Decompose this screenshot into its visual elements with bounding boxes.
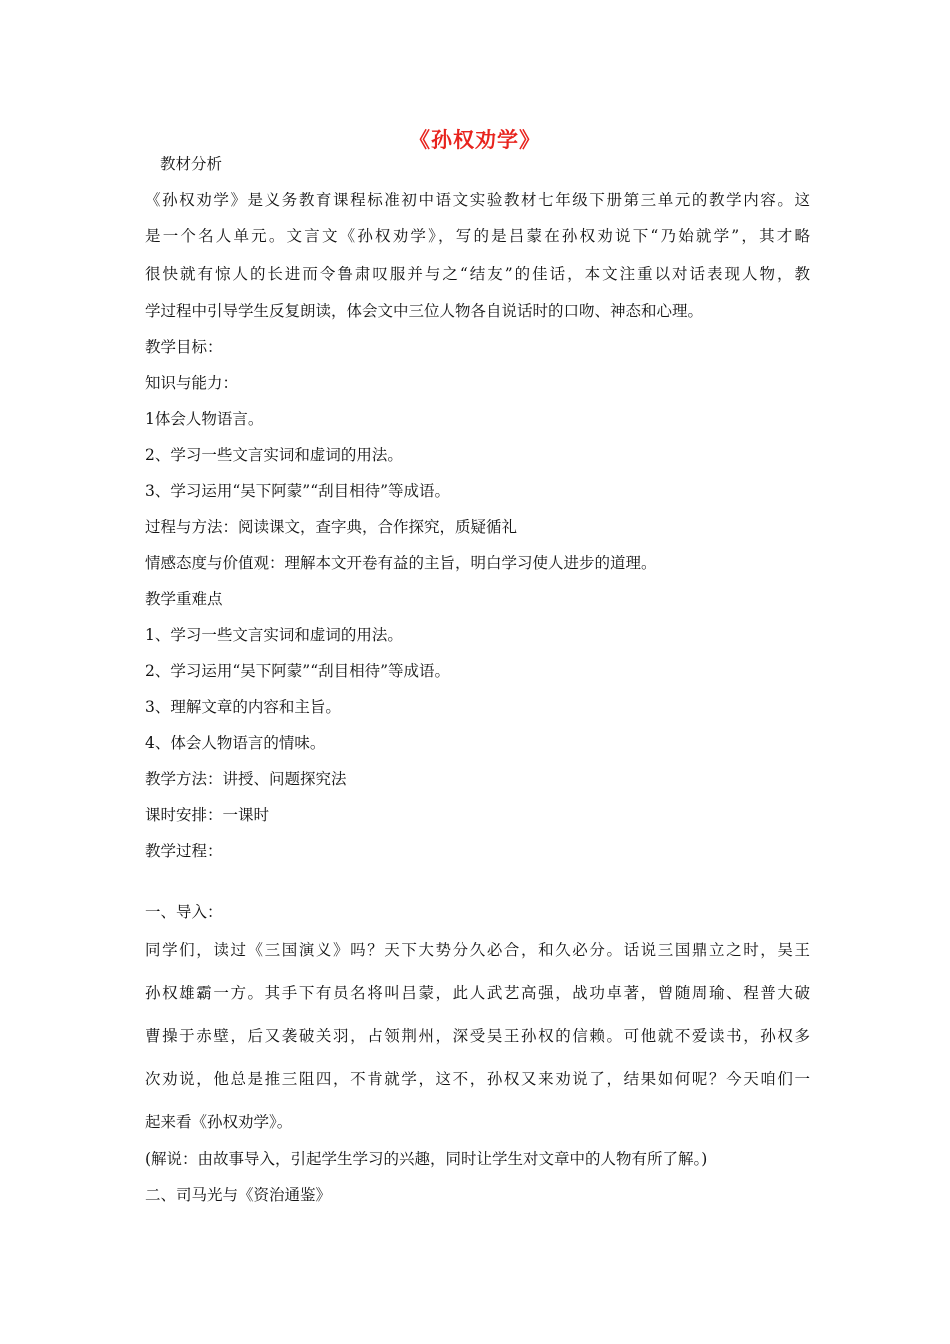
goal-item: 1体会人物语言。 bbox=[145, 410, 264, 428]
intro-line: 次劝说，他总是推三阻四，不肯就学，这不，孙权又来劝说了，结果如何呢？今天咱们一 bbox=[145, 1070, 810, 1088]
difficulty-item: 4、体会人物语言的情味。 bbox=[145, 734, 326, 752]
intro-line: 起来看《孙权劝学》。 bbox=[145, 1113, 293, 1131]
knowledge-heading: 知识与能力： bbox=[145, 374, 239, 392]
goals-heading: 教学目标： bbox=[145, 338, 223, 356]
emotion-goal: 情感态度与价值观：理解本文开卷有益的主旨，明白学习使人进步的道理。 bbox=[145, 554, 657, 572]
difficulty-heading: 教学重难点 bbox=[145, 590, 223, 608]
document-title: 《孙权劝学》 bbox=[409, 128, 541, 152]
intro-line: 同学们，读过《三国演义》吗？天下大势分久必合，和久必分。话说三国鼎立之时，吴王 bbox=[145, 941, 810, 959]
section-two-heading: 二、司马光与《资治通鉴》 bbox=[145, 1186, 332, 1204]
process-method: 过程与方法：阅读课文，查字典，合作探究，质疑循礼 bbox=[145, 518, 518, 536]
goal-item: 2、学习一些文言实词和虚词的用法。 bbox=[145, 446, 403, 464]
paragraph-line: 是一个名人单元。文言文《孙权劝学》，写的是吕蒙在孙权劝说下“乃始就学”，其才略 bbox=[145, 227, 810, 245]
difficulty-item: 3、理解文章的内容和主旨。 bbox=[145, 698, 341, 716]
intro-line: 孙权雄霸一方。其手下有员名将叫吕蒙，此人武艺高强，战功卓著，曾随周瑜、程普大破 bbox=[145, 984, 810, 1002]
paragraph-line: 《孙权劝学》是义务教育课程标准初中语文实验教材七年级下册第三单元的教学内容。这 bbox=[145, 191, 810, 209]
difficulty-item: 2、学习运用“吴下阿蒙”“刮目相待”等成语。 bbox=[145, 662, 451, 680]
intro-note: (解说：由故事导入，引起学生学习的兴趣，同时让学生对文章中的人物有所了解。) bbox=[145, 1150, 708, 1168]
schedule: 课时安排：一课时 bbox=[145, 806, 270, 824]
process-heading: 教学过程： bbox=[145, 842, 223, 860]
difficulty-item: 1、学习一些文言实词和虚词的用法。 bbox=[145, 626, 403, 644]
intro-heading: 一、导入： bbox=[145, 903, 223, 921]
section-heading-material: 教材分析 bbox=[160, 155, 223, 173]
intro-line: 曹操于赤壁，后又袭破关羽，占领荆州，深受吴王孙权的信赖。可他就不爱读书，孙权多 bbox=[145, 1027, 810, 1045]
goal-item: 3、学习运用“吴下阿蒙”“刮目相待”等成语。 bbox=[145, 482, 451, 500]
paragraph-line: 学过程中引导学生反复朗读，体会文中三位人物各自说话时的口吻、神态和心理。 bbox=[145, 302, 704, 320]
paragraph-line: 很快就有惊人的长进而令鲁肃叹服并与之“结友”的佳话，本文注重以对话表现人物，教 bbox=[145, 265, 810, 283]
teaching-method: 教学方法：讲授、问题探究法 bbox=[145, 770, 347, 788]
